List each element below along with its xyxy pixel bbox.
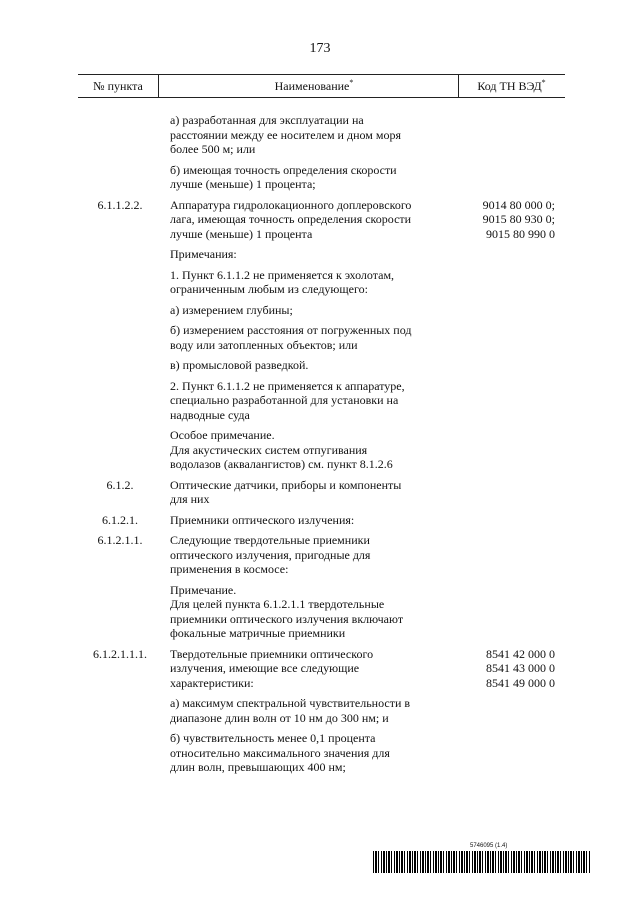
page-number: 173 <box>309 41 331 56</box>
description-line: приемники оптического излучения включают <box>170 611 404 626</box>
description-line: ограниченным любым из следующего: <box>170 282 368 296</box>
item-codes <box>420 268 565 297</box>
table-row <box>78 379 565 423</box>
description-line: длин волн, превышающих 400 нм; <box>170 760 346 774</box>
description-line: фокальные матричные приемники <box>170 626 346 640</box>
item-codes <box>420 583 565 641</box>
item-codes <box>420 198 565 242</box>
header-number-label: № пункта <box>93 79 143 93</box>
description-line: более 500 м; или <box>170 142 256 156</box>
description-line: лага, имеющая точность определения скорости <box>170 212 412 226</box>
item-number: 6.1.2.1. <box>102 512 138 527</box>
item-description <box>170 247 420 262</box>
item-description <box>170 428 420 472</box>
item-number: 6.1.2.1.1. <box>97 533 143 547</box>
tnved-code: 9014 80 000 0; <box>482 197 555 212</box>
description-line: б) имеющая точность определения скорости <box>170 162 397 177</box>
item-description <box>170 323 420 352</box>
item-number <box>78 358 170 373</box>
tnved-code: 9015 80 930 0; <box>482 212 555 226</box>
description-line: воду или затопленных объектов; или <box>170 337 358 352</box>
description-line: Приемники оптического излучения: <box>170 512 355 527</box>
description-line: б) чувствительность менее 0,1 процента <box>170 731 376 745</box>
item-codes <box>420 163 565 192</box>
description-line: относительно максимального значения для <box>170 745 390 760</box>
table-row <box>78 533 565 577</box>
item-number <box>78 379 170 423</box>
table-row <box>78 303 565 318</box>
table-row <box>78 696 565 725</box>
item-codes <box>420 358 565 373</box>
item-codes <box>420 533 565 577</box>
table-row <box>78 731 565 775</box>
item-description <box>170 198 420 242</box>
item-description <box>170 696 420 725</box>
table-header <box>78 74 565 98</box>
table-body <box>78 113 565 781</box>
table-row <box>78 583 565 641</box>
header-number-column <box>78 79 158 94</box>
description-line: 1. Пункт 6.1.1.2 не применяется к эхолотам, <box>170 267 395 282</box>
item-codes <box>420 303 565 318</box>
item-number <box>78 731 170 775</box>
description-line: Особое примечание. <box>170 428 275 442</box>
item-description <box>170 647 420 691</box>
item-number <box>78 303 170 318</box>
description-line: Для целей пункта 6.1.2.1.1 твердотельные <box>170 597 385 611</box>
table-row <box>78 647 565 691</box>
item-description <box>170 268 420 297</box>
table-row <box>78 358 565 373</box>
item-description <box>170 113 420 157</box>
description-line: для них <box>170 492 210 506</box>
table-row <box>78 478 565 507</box>
tnved-code: 8541 49 000 0 <box>486 675 555 690</box>
tnved-code: 8541 42 000 0 <box>486 646 555 661</box>
description-line: водолазов (аквалангистов) см. пункт 8.1.2.6 <box>170 457 393 471</box>
item-codes <box>420 379 565 423</box>
item-description <box>170 379 420 423</box>
description-line: б) измерением расстояния от погруженных под <box>170 323 412 337</box>
description-line: оптического излучения, пригодные для <box>170 547 371 562</box>
tnved-code: 8541 43 000 0 <box>486 661 555 675</box>
description-line: а) максимум спектральной чувствительности в <box>170 696 411 710</box>
item-codes <box>420 247 565 262</box>
description-line: Следующие твердотельные приемники <box>170 533 370 547</box>
item-description <box>170 358 420 373</box>
description-line: Для акустических систем отпугивания <box>170 442 368 457</box>
item-number: 6.1.2. <box>106 477 134 492</box>
item-description <box>170 478 420 507</box>
item-codes <box>420 428 565 472</box>
item-number: 6.1.1.2.2. <box>97 197 143 212</box>
item-number <box>78 323 170 352</box>
item-codes <box>420 323 565 352</box>
item-codes <box>420 513 565 528</box>
item-codes <box>420 478 565 507</box>
description-line: расстоянии между ее носителем и дном моря <box>170 127 401 142</box>
barcode-image <box>373 851 591 873</box>
item-codes <box>420 113 565 157</box>
description-line: специально разработанной для установки на <box>170 393 399 407</box>
header-name-label: Наименование <box>274 79 350 93</box>
header-code-label: Код ТН ВЭД <box>477 79 542 93</box>
description-line: Примечание. <box>170 582 237 597</box>
item-codes <box>420 647 565 691</box>
description-line: Оптические датчики, приборы и компоненты <box>170 477 402 492</box>
item-number <box>78 268 170 297</box>
header-code-column <box>458 79 565 94</box>
footnote-mark: * <box>349 78 354 87</box>
table-row <box>78 513 565 528</box>
item-number <box>78 583 170 641</box>
description-line: лучше (меньше) 1 процента; <box>170 177 316 191</box>
description-line: характеристики: <box>170 675 254 690</box>
table-row <box>78 323 565 352</box>
item-number <box>78 696 170 725</box>
description-line: применения в космосе: <box>170 562 289 576</box>
table-row <box>78 247 565 262</box>
item-number <box>78 113 170 157</box>
item-description <box>170 163 420 192</box>
description-line: 2. Пункт 6.1.1.2 не применяется к аппаратуре, <box>170 378 405 393</box>
table-row <box>78 428 565 472</box>
item-description <box>170 303 420 318</box>
tnved-code: 9015 80 990 0 <box>486 226 555 241</box>
item-number <box>78 163 170 192</box>
header-divider <box>158 75 159 97</box>
table-row <box>78 163 565 192</box>
description-line: диапазоне длин волн от 10 нм до 300 нм; и <box>170 710 389 725</box>
description-line: лучше (меньше) 1 процента <box>170 226 313 241</box>
description-line: а) разработанная для эксплуатации на <box>170 113 364 127</box>
description-line: а) измерением глубины; <box>170 302 293 317</box>
description-line: в) промысловой разведкой. <box>170 358 309 372</box>
table-row <box>78 113 565 157</box>
item-number <box>78 247 170 262</box>
item-description <box>170 731 420 775</box>
footnote-mark: * <box>541 78 546 87</box>
item-description <box>170 513 420 528</box>
document-reference: 5746095 (1.4) <box>470 843 508 849</box>
table-row <box>78 198 565 242</box>
item-number: 6.1.2.1.1.1. <box>93 646 147 661</box>
header-name-column <box>170 79 458 94</box>
description-line: Примечания: <box>170 247 237 261</box>
description-line: излучения, имеющие все следующие <box>170 661 360 675</box>
item-description <box>170 533 420 577</box>
description-line: Аппаратура гидролокационного доплеровского <box>170 197 412 212</box>
item-codes <box>420 696 565 725</box>
table-row <box>78 268 565 297</box>
description-line: надводные суда <box>170 407 250 422</box>
description-line: Твердотельные приемники оптического <box>170 646 374 661</box>
item-codes <box>420 731 565 775</box>
item-description <box>170 583 420 641</box>
item-number <box>78 428 170 472</box>
